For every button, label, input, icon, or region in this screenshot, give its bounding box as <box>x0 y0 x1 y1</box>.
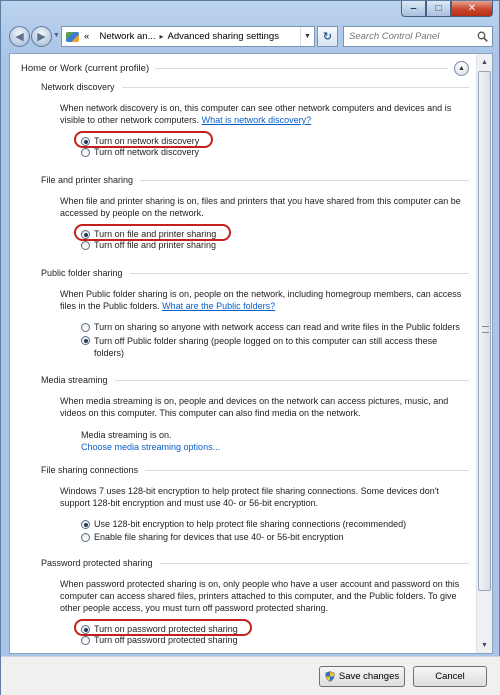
settings-page <box>10 54 477 653</box>
radio-button[interactable] <box>81 241 90 250</box>
breadcrumb-separator-icon <box>93 32 95 41</box>
uac-shield-icon <box>325 671 335 682</box>
close-button[interactable]: ✕ <box>451 1 493 17</box>
section-description <box>60 288 462 312</box>
breadcrumb-overflow[interactable]: « <box>84 31 90 42</box>
maximize-button[interactable]: □ <box>426 1 451 17</box>
option-label: Turn off Public folder sharing (people logged on to this computer can still access these folders) <box>94 336 438 358</box>
scrollbar-thumb[interactable] <box>478 71 491 591</box>
option-turn-on-public-sharing[interactable] <box>81 322 461 333</box>
divider <box>160 563 469 564</box>
radio-button[interactable] <box>81 625 90 634</box>
option-label: Turn on sharing so anyone with network access can read and write files in the Public folders <box>94 322 460 332</box>
description-text: When network discovery is on, this computer can see other network computers and devices and is visible to other network computers. <box>60 103 452 125</box>
vertical-scrollbar[interactable] <box>476 54 492 653</box>
refresh-icon: ↻ <box>322 31 333 43</box>
radio-group <box>81 624 469 646</box>
control-panel-icon <box>65 31 81 43</box>
radio-button[interactable] <box>81 230 90 239</box>
section-description <box>60 102 462 126</box>
option-turn-off-public-sharing[interactable] <box>81 335 461 359</box>
refresh-button[interactable] <box>317 26 338 47</box>
section-title: File and printer sharing <box>41 175 134 185</box>
scroll-down-arrow-icon[interactable]: ▼ <box>481 641 488 649</box>
option-enable-40-56-bit-encryption[interactable] <box>81 532 469 543</box>
what-are-public-folders-link[interactable]: What are the Public folders? <box>162 301 276 311</box>
breadcrumb-item-network[interactable]: Network an... <box>99 31 156 42</box>
cancel-label: Cancel <box>435 671 465 682</box>
option-label: Turn on password protected sharing <box>94 624 238 634</box>
address-bar[interactable] <box>61 26 315 47</box>
navigation-bar <box>1 23 500 51</box>
option-turn-off-file-printer-sharing[interactable] <box>81 240 469 251</box>
radio-group <box>81 136 469 158</box>
option-label: Use 128-bit encryption to help protect file sharing connections (recommended) <box>94 519 407 529</box>
cancel-button[interactable] <box>413 666 487 687</box>
section-title: File sharing connections <box>41 465 139 475</box>
radio-button[interactable] <box>81 323 90 332</box>
option-turn-off-network-discovery[interactable] <box>81 147 469 158</box>
section-network-discovery <box>41 81 469 158</box>
divider <box>140 180 469 181</box>
section-title: Password protected sharing <box>41 558 153 568</box>
divider <box>155 68 448 69</box>
what-is-network-discovery-link[interactable]: What is network discovery? <box>201 115 312 125</box>
divider <box>145 470 469 471</box>
caption-buttons <box>401 1 493 17</box>
radio-button[interactable] <box>81 336 90 345</box>
radio-group <box>81 229 469 251</box>
action-bar <box>1 656 500 695</box>
divider <box>130 273 469 274</box>
option-label: Turn off password protected sharing <box>94 635 238 645</box>
option-turn-on-password-sharing[interactable] <box>81 624 469 635</box>
profile-header[interactable] <box>21 60 469 76</box>
option-label: Turn on network discovery <box>94 136 200 146</box>
search-input[interactable] <box>349 28 474 45</box>
option-use-128-bit-encryption[interactable] <box>81 519 469 530</box>
radio-group <box>81 322 461 359</box>
recent-pages-dropdown-icon[interactable]: ▼ <box>53 32 60 39</box>
section-title: Network discovery <box>41 82 115 92</box>
option-turn-on-file-printer-sharing[interactable] <box>81 229 469 240</box>
profile-title: Home or Work (current profile) <box>21 62 150 74</box>
option-turn-off-password-sharing[interactable] <box>81 635 469 646</box>
breadcrumb-item-advanced-sharing[interactable]: Advanced sharing settings <box>167 31 279 42</box>
section-media-streaming <box>41 374 469 453</box>
divider <box>115 380 469 381</box>
save-changes-button[interactable] <box>319 666 405 687</box>
breadcrumb-separator-icon[interactable]: ▸ <box>159 32 164 41</box>
forward-button[interactable] <box>31 26 52 47</box>
option-turn-on-network-discovery[interactable] <box>81 136 469 147</box>
search-box[interactable] <box>343 26 493 47</box>
option-label: Turn off network discovery <box>94 147 200 157</box>
radio-button[interactable] <box>81 533 90 542</box>
grip-icon <box>482 326 489 333</box>
radio-group <box>81 519 469 543</box>
section-file-printer-sharing <box>41 174 469 251</box>
option-label: Enable file sharing for devices that use 40- or 56-bit encryption <box>94 532 344 542</box>
section-title: Media streaming <box>41 375 108 385</box>
save-changes-label: Save changes <box>338 671 400 682</box>
radio-button[interactable] <box>81 520 90 529</box>
option-label: Turn off file and printer sharing <box>94 240 217 250</box>
section-description: When file and printer sharing is on, files and printers that you have shared from this computer can be accessed by people on the network. <box>60 196 461 218</box>
back-arrow-icon: ◀ <box>15 31 24 43</box>
option-label: Turn on file and printer sharing <box>94 229 217 239</box>
scroll-up-arrow-icon[interactable]: ▲ <box>481 58 488 66</box>
section-description: When password protected sharing is on, only people who have a user account and password on this computer can access shared files, printers attached to this computer, and the Public folders. To give other people access, you must turn off password protected sharing. <box>60 579 460 613</box>
section-title: Public folder sharing <box>41 268 123 278</box>
section-description: Windows 7 uses 128-bit encryption to help protect file sharing connections. Some devices don't support 128-bit encryption and must use 40- or 56-bit encryption. <box>60 486 439 508</box>
radio-button[interactable] <box>81 148 90 157</box>
divider <box>122 87 469 88</box>
radio-button[interactable] <box>81 137 90 146</box>
section-public-folder-sharing <box>41 267 469 359</box>
chevron-up-icon[interactable]: ▲ <box>454 61 469 76</box>
address-dropdown-icon[interactable]: ▼ <box>300 27 314 46</box>
settings-content <box>9 53 493 654</box>
back-button[interactable] <box>9 26 30 47</box>
forward-arrow-icon: ▶ <box>37 31 46 43</box>
minimize-button[interactable]: ‒ <box>401 1 426 17</box>
radio-button[interactable] <box>81 636 90 645</box>
section-password-protected-sharing <box>41 557 469 646</box>
section-description: When media streaming is on, people and devices on the network can access pictures, music, and videos on this computer. This computer can also find media on the network. <box>60 396 449 418</box>
status-text: Media streaming is on. <box>81 430 172 440</box>
choose-media-streaming-options-link[interactable]: Choose media streaming options... <box>81 442 221 452</box>
media-streaming-status <box>81 429 469 453</box>
section-file-sharing-connections <box>41 464 469 543</box>
search-icon[interactable] <box>477 31 488 42</box>
description-text: When Public folder sharing is on, people on the network, including homegroup members, can access files in the Public folders. <box>60 289 462 311</box>
